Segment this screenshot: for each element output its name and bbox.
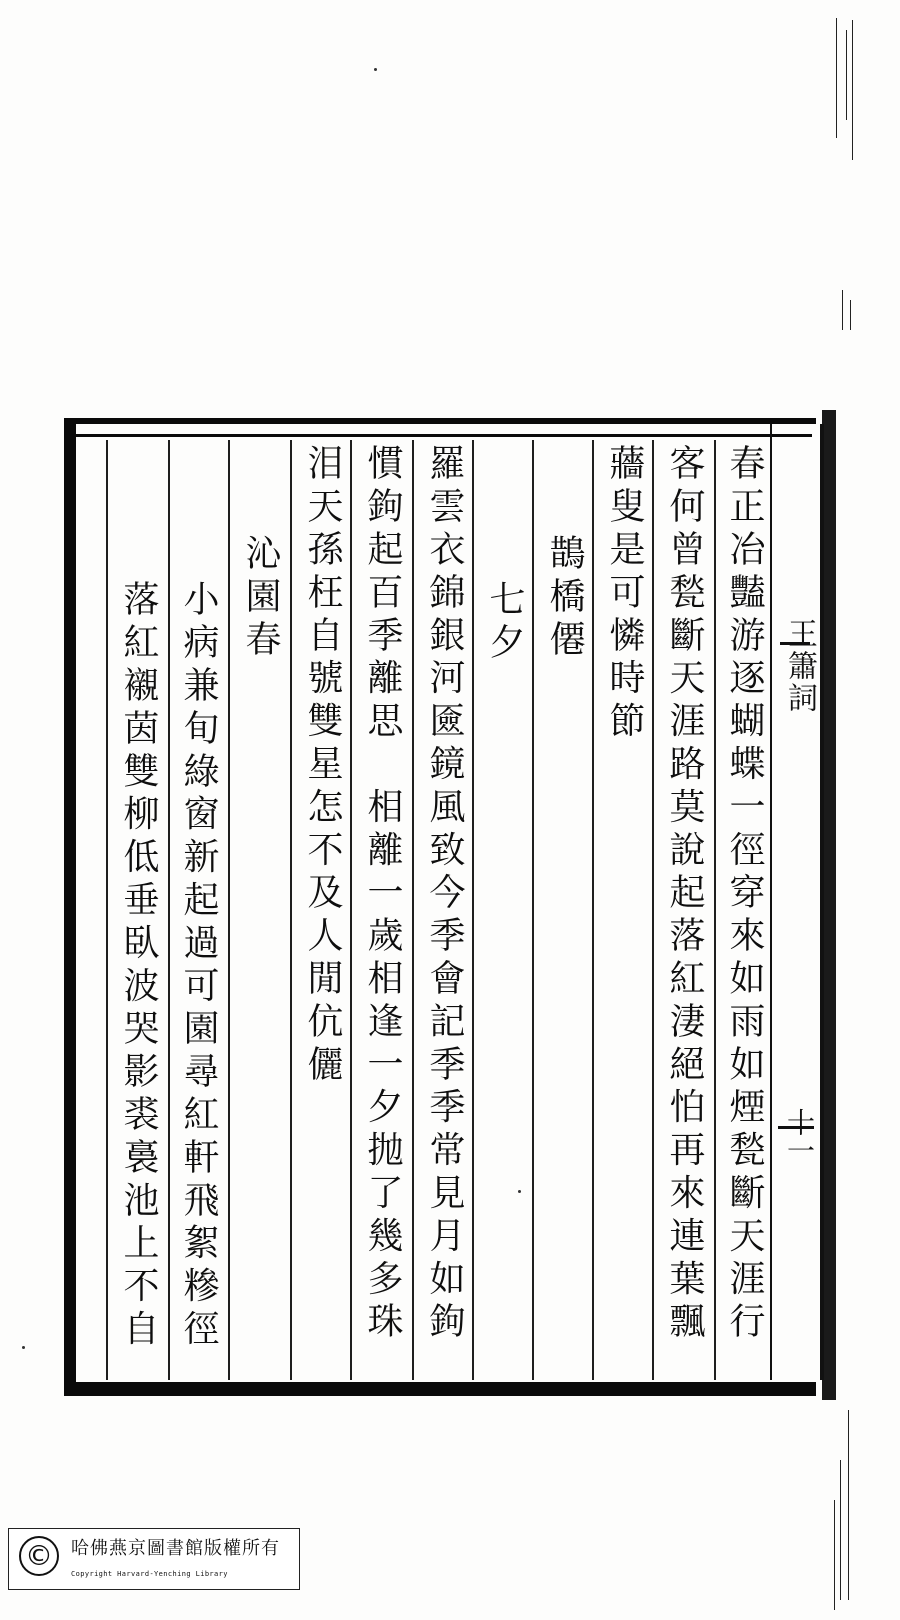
folio-number: 十一 [783, 1108, 816, 1164]
gutter-shadow [822, 410, 836, 1400]
column-rule [168, 440, 170, 1380]
column-rule [106, 440, 108, 1380]
column-rule [412, 440, 414, 1380]
scan-speck [518, 1190, 521, 1193]
text-column-3: 蘠叟是可憐時節 [604, 444, 645, 745]
page-edge-artefacts [832, 0, 862, 1620]
book-spine-column [770, 424, 824, 1380]
preface-column-2: 落紅襯茵雙柳低垂臥波哭影裘裛池上不自 [118, 580, 159, 1353]
scan-speck [374, 68, 377, 71]
column-rule [290, 440, 292, 1380]
column-rule [350, 440, 352, 1380]
column-rule [472, 440, 474, 1380]
poem-title-qixi: 七夕 [484, 580, 525, 666]
text-column-8: 泪天孫枉自號雙星怎不及人閒伉儷 [302, 444, 343, 1088]
tune-title-qinyuanchun: 沁園春 [240, 534, 281, 663]
copyright-stamp [8, 1528, 300, 1590]
text-column-1: 春正冶豔游逐蝴蝶一徑穿來如雨如煙甃斷天涯行 [724, 444, 765, 1345]
text-column-6: 羅雲衣錦銀河匳鏡風致今季會記季季常見月如鉤 [424, 444, 465, 1345]
text-column-2: 客何曾甃斷天涯路莫說起落紅淒絕怕再來連葉飄 [664, 444, 705, 1345]
spine-title: 王簫詞 [782, 618, 817, 714]
copyright-icon: © [19, 1536, 59, 1576]
tune-title-queqiaoxian: 鵲橋僊 [544, 534, 585, 663]
copyright-english: Copyright Harvard-Yenching Library [71, 1570, 228, 1578]
column-rule [228, 440, 230, 1380]
copyright-chinese: 哈佛燕京圖書館版權所有 [71, 1538, 280, 1559]
preface-column-1: 小病兼旬綠窗新起過可園尋紅軒飛絮糝徑 [178, 580, 219, 1353]
scan-speck [22, 1346, 25, 1349]
column-rule [714, 440, 716, 1380]
column-rule [592, 440, 594, 1380]
column-rule [532, 440, 534, 1380]
column-rule [652, 440, 654, 1380]
text-column-7: 慣鉤起百季離思 相離一歲相逢一夕抛了幾多珠 [362, 444, 403, 1345]
frame-inner-rule [76, 434, 812, 437]
